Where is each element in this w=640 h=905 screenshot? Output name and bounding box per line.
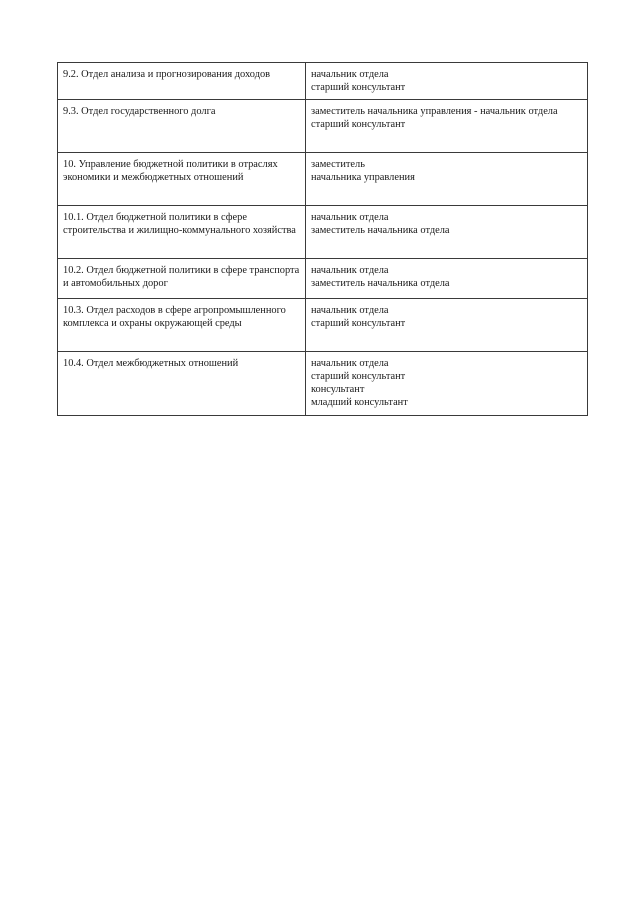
department-name: 10.1. Отдел бюджетной политики в сфере строительства и жилищно-коммунального хозяйства	[63, 212, 296, 236]
position-item: заместитель начальника отдела	[311, 225, 450, 236]
position-item: старший консультант	[311, 371, 406, 382]
positions-table	[57, 62, 588, 416]
department-cell	[58, 206, 306, 259]
position-item: консультант	[311, 384, 365, 395]
position-item: начальник отдела	[311, 265, 389, 276]
department-cell	[58, 259, 306, 299]
table-row	[58, 299, 588, 352]
position-item: старший консультант	[311, 82, 406, 93]
table-row	[58, 100, 588, 153]
position-item: заместитель начальника отдела	[311, 278, 450, 289]
department-cell	[58, 63, 306, 100]
department-name: 10.2. Отдел бюджетной политики в сфере транспорта и автомобильных дорог	[63, 265, 302, 289]
department-cell	[58, 153, 306, 206]
department-name: 10. Управление бюджетной политики в отраслях экономики и межбюджетных отношений	[63, 159, 281, 183]
positions-cell	[306, 259, 588, 299]
table-row	[58, 259, 588, 299]
positions-cell	[306, 352, 588, 416]
position-item: начальник отдела	[311, 358, 389, 369]
position-item: начальника управления	[311, 172, 415, 183]
department-cell	[58, 299, 306, 352]
positions-cell	[306, 100, 588, 153]
table-row	[58, 206, 588, 259]
positions-cell	[306, 206, 588, 259]
department-name: 10.3. Отдел расходов в сфере агропромышленного комплекса и охраны окружающей среды	[63, 305, 289, 329]
position-item: старший консультант	[311, 318, 406, 329]
department-cell	[58, 352, 306, 416]
position-item: заместитель	[311, 159, 365, 170]
position-item: начальник отдела	[311, 305, 389, 316]
position-item: заместитель начальника управления - начальник отдела	[311, 106, 558, 117]
positions-cell	[306, 63, 588, 100]
position-item: младший консультант	[311, 397, 408, 408]
table-row	[58, 153, 588, 206]
department-name: 9.3. Отдел государственного долга	[63, 106, 216, 117]
position-item: начальник отдела	[311, 69, 389, 80]
position-item: старший консультант	[311, 119, 406, 130]
positions-cell	[306, 299, 588, 352]
department-name: 9.2. Отдел анализа и прогнозирования доходов	[63, 69, 271, 80]
positions-cell	[306, 153, 588, 206]
table-row	[58, 63, 588, 100]
department-name: 10.4. Отдел межбюджетных отношений	[63, 358, 239, 369]
table-row	[58, 352, 588, 416]
position-item: начальник отдела	[311, 212, 389, 223]
department-cell	[58, 100, 306, 153]
